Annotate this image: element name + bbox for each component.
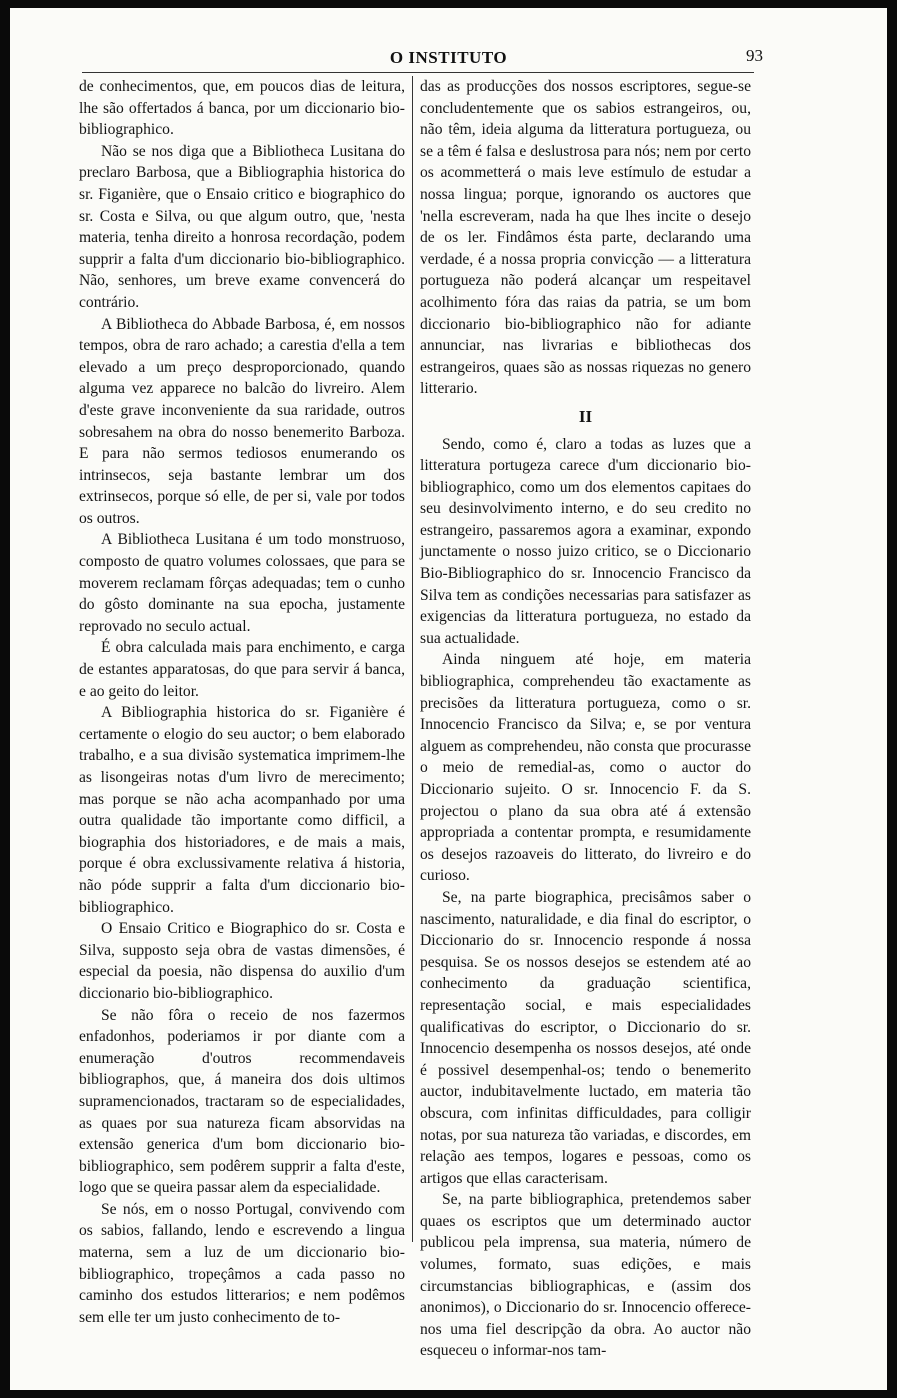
paragraph: das as producções dos nossos escriptores, segue-se concludentemente que os sabios estrangeiros, ou, não têm, ideia alguma da litteratura portugueza, ou se a têm é falsa e deslustrosa para nós; nem por certo os acommetterá o mais leve estímulo de estudar a nossa lingua; porque, ignorando os auctores que 'nella escreveram, nada ha que lhes incite o desejo de os ler. Findâmos ésta parte, declarando uma verdade, é a nossa propria convicção — a litteratura portugueza não poderá alcançar um respeitavel acolhimento fóra das raias da patria, se um bom diccionario bio-bibliographico não for adiante annunciar, nas livrarias e bibliothecas dos estrangeiros, quaes são as nossas riquezas no genero litterario.	[420, 78, 751, 398]
column-divider	[412, 76, 413, 1242]
page-number: 93	[746, 46, 763, 65]
paragraph: Se, na parte biographica, precisâmos saber o nascimento, naturalidade, e dia final do escriptor, o Diccionario do sr. Innocencio responde á nossa pesquisa. Se os nossos desejos se estendem até ao conhecimento da graduação scientifica, representação social, e mais especialidades qualificativas do escriptor, o Diccionario do sr. Innocencio desempenha os nossos desejos, até onde é possivel desempenhal-os; tendo o benemerito auctor, indubitavelmente luctado, em materia tão obscura, com infinitas difficuldades, para colligir notas, por sua natureza tão variadas, e discordes, em relação aes tempos, logares e pessoas, como os artigos que ellas caracterisam.	[420, 888, 751, 1187]
paragraph: Sendo, como é, claro a todas as luzes que a litteratura portugeza carece d'um diccionario bio-bibliographico, como um dos elementos capitaes do seu desinvolvimento interno, e do seu credito no estrangeiro, passaremos agora a examinar, expondo junctamente o nosso juizo critico, se o Diccionario Bio-Bibliographico do sr. Innocencio Francisco da Silva tem as condições necessarias para satisfazer as exigencias da litteratura portugueza, no estado da sua actualidade.	[420, 435, 751, 647]
right-column	[420, 76, 751, 1362]
paragraph: Se nós, em o nosso Portugal, convivendo com os sabios, fallando, lendo e escrevendo a lingua materna, sem a luz de um diccionario bio-bibliographico, tropeçâmos a cada passo no caminho dos estudos litterarios; e nem podêmos sem elle ter um justo conhecimento de to-	[79, 1200, 405, 1326]
section-heading: II	[578, 406, 593, 426]
paragraph: de conhecimentos, que, em poucos dias de leitura, lhe são offertados á banca, por um diccionario bio-bibliographico.	[79, 78, 405, 139]
paragraph: Se, na parte bibliographica, pretendemos saber quaes os escriptos que um determinado auctor publicou pela imprensa, sua materia, número de volumes, formato, suas edições, e mais circumstancias bibliographicas, e (assim dos anonimos), o Diccionario do sr. Innocencio offerece-nos uma fiel descripção da obra. Ao auctor não esqueceu o informar-nos tam-	[420, 1191, 751, 1360]
paragraph: A Bibliographia historica do sr. Figanière é certamente o elogio do seu auctor; o bem elaborado trabalho, e a sua divisão systematica imprimem-lhe as lisongeiras notas d'um livro de merecimento; mas porque se não acha acompanhado por uma outra qualidade tão importante como difficil, a biographia dos historiadores, e de mais a mais, porque é obra exclussivamente relativa á historia, não póde supprir a falta d'um diccionario bio-bibliographico.	[79, 704, 405, 916]
paragraph: Ainda ninguem até hoje, em materia bibliographica, comprehendeu tão exactamente as precisões da litteratura portugueza, como o sr. Innocencio Francisco da Silva; e, se por ventura alguem as comprehendeu, não consta que procurasse o meio de remedial-as, como o auctor do Diccionario sujeito. O sr. Innocencio F. da S. projectou o plano da sua obra até á extensão appropriada a contentar prompta, e resumidamente os desejos razoaveis do litterato, do livreiro e do curioso.	[420, 651, 751, 885]
paragraph: Se não fôra o receio de nos fazermos enfadonhos, poderiamos ir por diante com a enumeração d'outros recommendaveis bibliographos, que, á maneira dos dois ultimos supramencionados, tractaram so de especialidades, as quaes por sua natureza ficam absorvidas na extensão generica d'um bom diccionario bio-bibliographico, sem podêrem supprir a falta d'este, logo que se queira passar alem da especialidade.	[79, 1006, 405, 1197]
journal-title: O INSTITUTO	[389, 48, 508, 67]
book-page	[10, 8, 887, 1390]
running-header	[10, 36, 887, 70]
paragraph: A Bibliotheca Lusitana é um todo monstruoso, composto de quatro volumes colossaes, que para se moverem reclamam fôrças adequadas; tem o cunho do gôsto dominante na sua epocha, justamente reprovado no seculo actual.	[79, 531, 405, 635]
paragraph: Não se nos diga que a Bibliotheca Lusitana do preclaro Barbosa, que a Bibliographia historica do sr. Figanière, que o Ensaio critico e biographico do sr. Costa e Silva, ou que algum outro, que, 'nesta materia, tenha direito a honrosa recordação, podem supprir a falta d'um diccionario bio-bibliographico. Não, senhores, um breve exame convencerá do contrário.	[79, 142, 405, 311]
paragraph: O Ensaio Critico e Biographico do sr. Costa e Silva, supposto seja obra de vastas dimensões, é especial da poesia, não dispensa do auxilio d'um diccionario bio-bibliographico.	[79, 920, 405, 1002]
paragraph: A Bibliotheca do Abbade Barbosa, é, em nossos tempos, obra de raro achado; a carestia d'ella a tem elevado a um preço desproporcionado, quando alguma vez apparece no balcão do livreiro. Alem d'este grave inconveniente da sua raridade, outros sobresahem na obra do nosso benemerito Barboza. E para não sermos tediosos enumerando os intrinsecos, seja bastante lembrar um dos extrinsecos, porque só elle, de per si, vale por todos os outros.	[79, 315, 405, 527]
paragraph: É obra calculada mais para enchimento, e carga de estantes apparatosas, do que para servir á banca, e ao geito do leitor.	[79, 639, 405, 700]
left-column	[79, 76, 405, 1328]
header-rule	[82, 72, 754, 73]
